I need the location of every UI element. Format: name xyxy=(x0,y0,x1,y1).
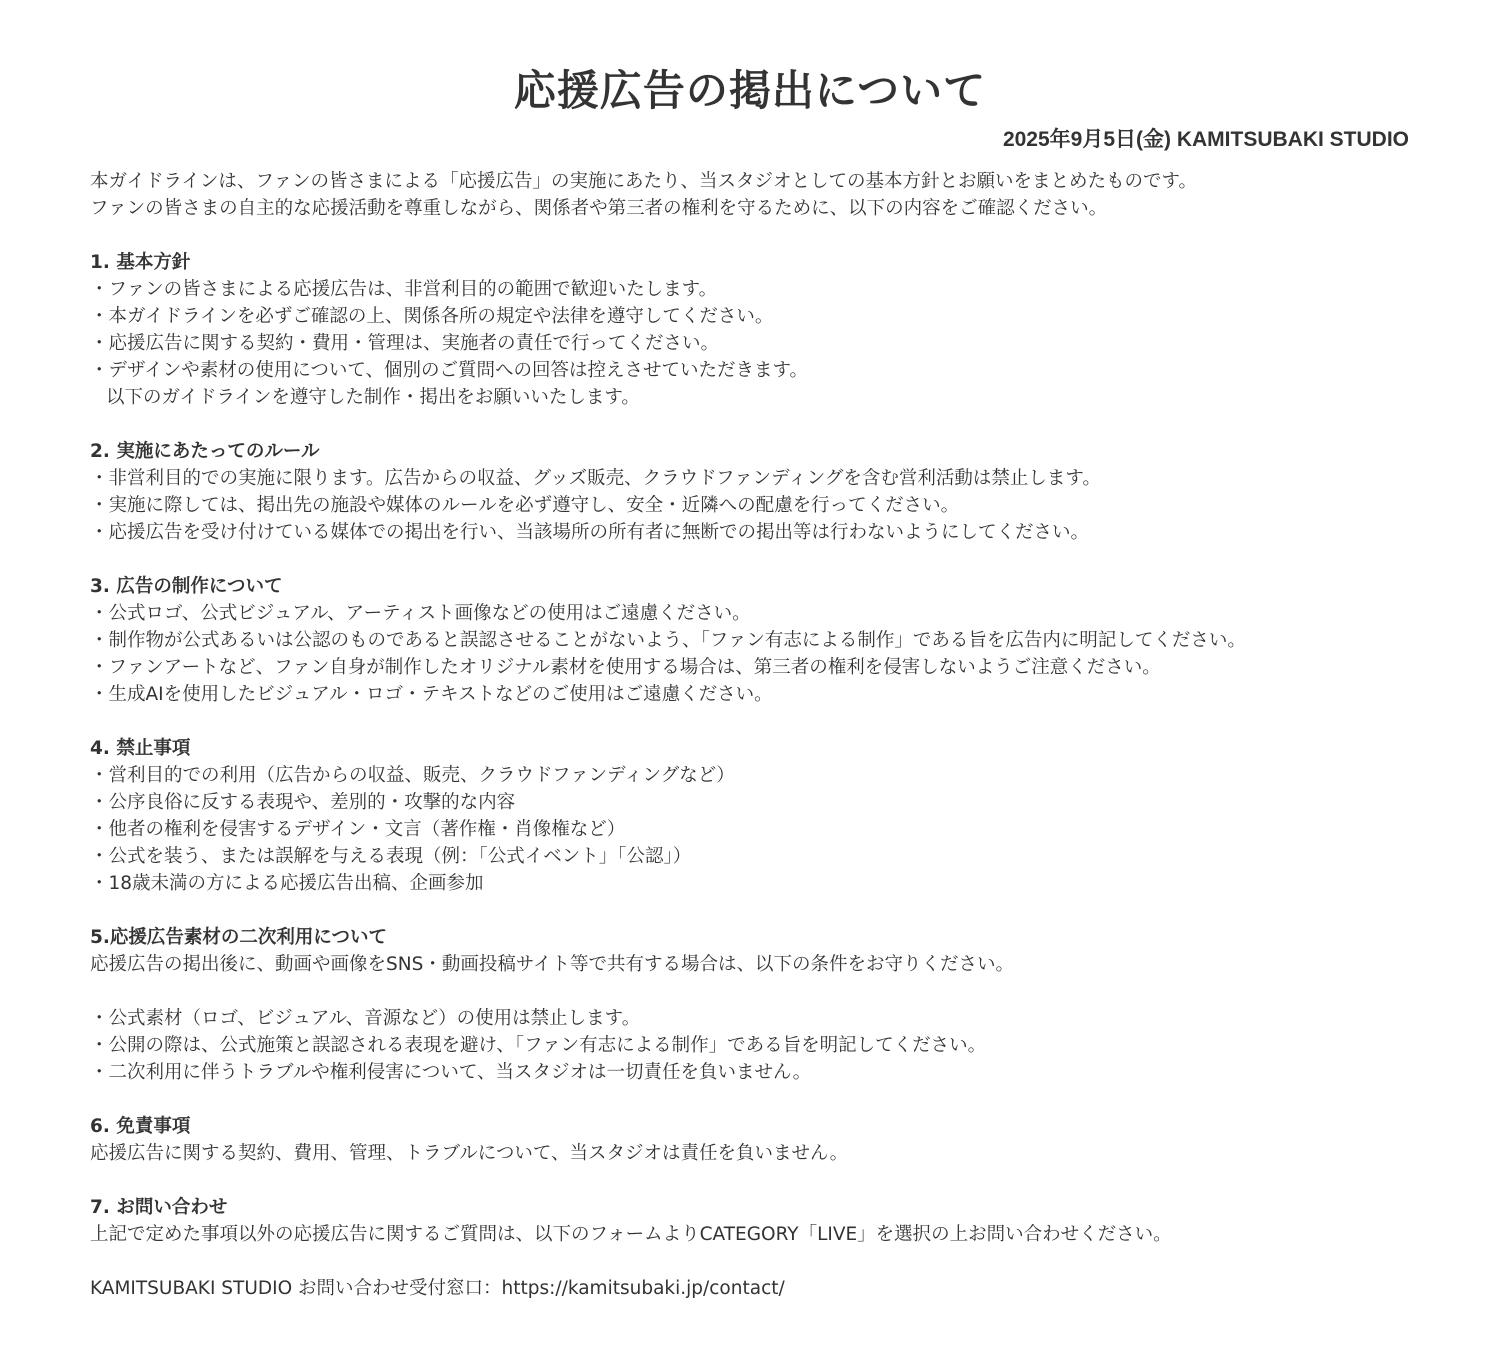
spacer xyxy=(90,897,1470,924)
section-heading-ad-production: 3. 広告の制作について xyxy=(90,576,283,597)
list-item: ・本ガイドラインを必ずご確認の上、関係各所の規定や法律を遵守してください。 xyxy=(90,306,774,327)
list-item: ・他者の権利を侵害するデザイン・文言（著作権・肖像権など） xyxy=(90,819,626,840)
list-item-continuation: 以下のガイドラインを遵守した制作・掲出をお願いいたします。 xyxy=(106,387,640,408)
list-item: ・生成AIを使用したビジュアル・ロゴ・テキストなどのご使用はご遠慮ください。 xyxy=(90,684,773,705)
spacer xyxy=(90,708,1470,735)
spacer xyxy=(90,222,1470,249)
paragraph: 応援広告に関する契約、費用、管理、トラブルについて、当スタジオは責任を負いません。 xyxy=(90,1143,849,1164)
date-line: 2025年9月5日(金) KAMITSUBAKI STUDIO xyxy=(1002,128,1409,151)
list-item: ・ファンアートなど、ファン自身が制作したオリジナル素材を使用する場合は、第三者の権利を侵害しないようご注意ください。 xyxy=(90,657,1161,678)
section-heading-disclaimer: 6. 免責事項 xyxy=(90,1116,191,1137)
list-item: ・営利目的での利用（広告からの収益、販売、クラウドファンディングなど） xyxy=(90,765,735,786)
list-item: ・非営利目的での実施に限ります。広告からの収益、グッズ販売、クラウドファンディングを含む営利活動は禁止します。 xyxy=(90,468,1101,489)
paragraph: 上記で定めた事項以外の応援広告に関するご質問は、以下のフォームよりCATEGORY「LIVE」を選択の上お問い合わせください。 xyxy=(90,1224,1172,1245)
spacer xyxy=(90,978,1470,1005)
contact-url[interactable]: https://kamitsubaki.jp/contact/ xyxy=(501,1278,785,1299)
list-item: ・ファンの皆さまによる応援広告は、非営利目的の範囲で歓迎いたします。 xyxy=(90,279,718,300)
list-item: ・公開の際は、公式施策と誤認される表現を避け、「ファン有志による制作」である旨を明記してください。 xyxy=(90,1035,987,1056)
list-item: ・応援広告に関する契約・費用・管理は、実施者の責任で行ってください。 xyxy=(90,333,720,354)
section-heading-secondary-use: 5.応援広告素材の二次利用について xyxy=(90,927,388,948)
list-item: ・二次利用に伴うトラブルや権利侵害について、当スタジオは一切責任を負いません。 xyxy=(90,1062,812,1083)
intro-line: 本ガイドラインは、ファンの皆さまによる「応援広告」の実施にあたり、当スタジオとしての基本方針とお願いをまとめたものです。 xyxy=(90,171,1198,192)
list-item: ・公式を装う、または誤解を与える表現（例：「公式イベント」「公認」） xyxy=(90,846,692,867)
intro-line: ファンの皆さまの自主的な応援活動を尊重しながら、関係者や第三者の権利を守るために、以下の内容をご確認ください。 xyxy=(90,198,1108,219)
list-item: ・公式ロゴ、公式ビジュアル、アーティスト画像などの使用はご遠慮ください。 xyxy=(90,603,751,624)
spacer xyxy=(90,546,1470,573)
section-heading-contact: 7. お問い合わせ xyxy=(90,1197,228,1218)
list-item: ・実施に際しては、掲出先の施設や媒体のルールを必ず遵守し、安全・近隣への配慮を行ってください。 xyxy=(90,495,960,516)
contact-line xyxy=(90,1275,1470,1302)
spacer xyxy=(90,1167,1470,1194)
list-item: ・制作物が公式あるいは公認のものであると誤認させることがないよう、「ファン有志による制作」である旨を広告内に明記してください。 xyxy=(90,630,1246,651)
section-heading-rules: 2. 実施にあたってのルール xyxy=(90,441,320,462)
section-heading-basic-policy: 1. 基本方針 xyxy=(90,252,191,273)
guideline-body xyxy=(90,168,1470,1302)
spacer xyxy=(90,1248,1470,1275)
list-item: ・公式素材（ロゴ、ビジュアル、音源など）の使用は禁止します。 xyxy=(90,1008,641,1029)
page-title: 応援広告の掲出について xyxy=(513,66,987,115)
section-lead: 応援広告の掲出後に、動画や画像をSNS・動画投稿サイト等で共有する場合は、以下の条件をお守りください。 xyxy=(90,954,1015,975)
spacer xyxy=(90,1086,1470,1113)
list-item: ・応援広告を受け付けている媒体での掲出を行い、当該場所の所有者に無断での掲出等は行わないようにしてください。 xyxy=(90,522,1090,543)
list-item: ・デザインや素材の使用について、個別のご質問への回答は控えさせていただきます。 xyxy=(90,360,808,381)
list-item: ・公序良俗に反する表現や、差別的・攻撃的な内容 xyxy=(90,792,516,813)
contact-label: KAMITSUBAKI STUDIO お問い合わせ受付窓口： xyxy=(90,1278,502,1299)
list-item: ・18歳未満の方による応援広告出稿、企画参加 xyxy=(90,873,484,894)
spacer xyxy=(90,411,1470,438)
section-heading-prohibited: 4. 禁止事項 xyxy=(90,738,191,759)
